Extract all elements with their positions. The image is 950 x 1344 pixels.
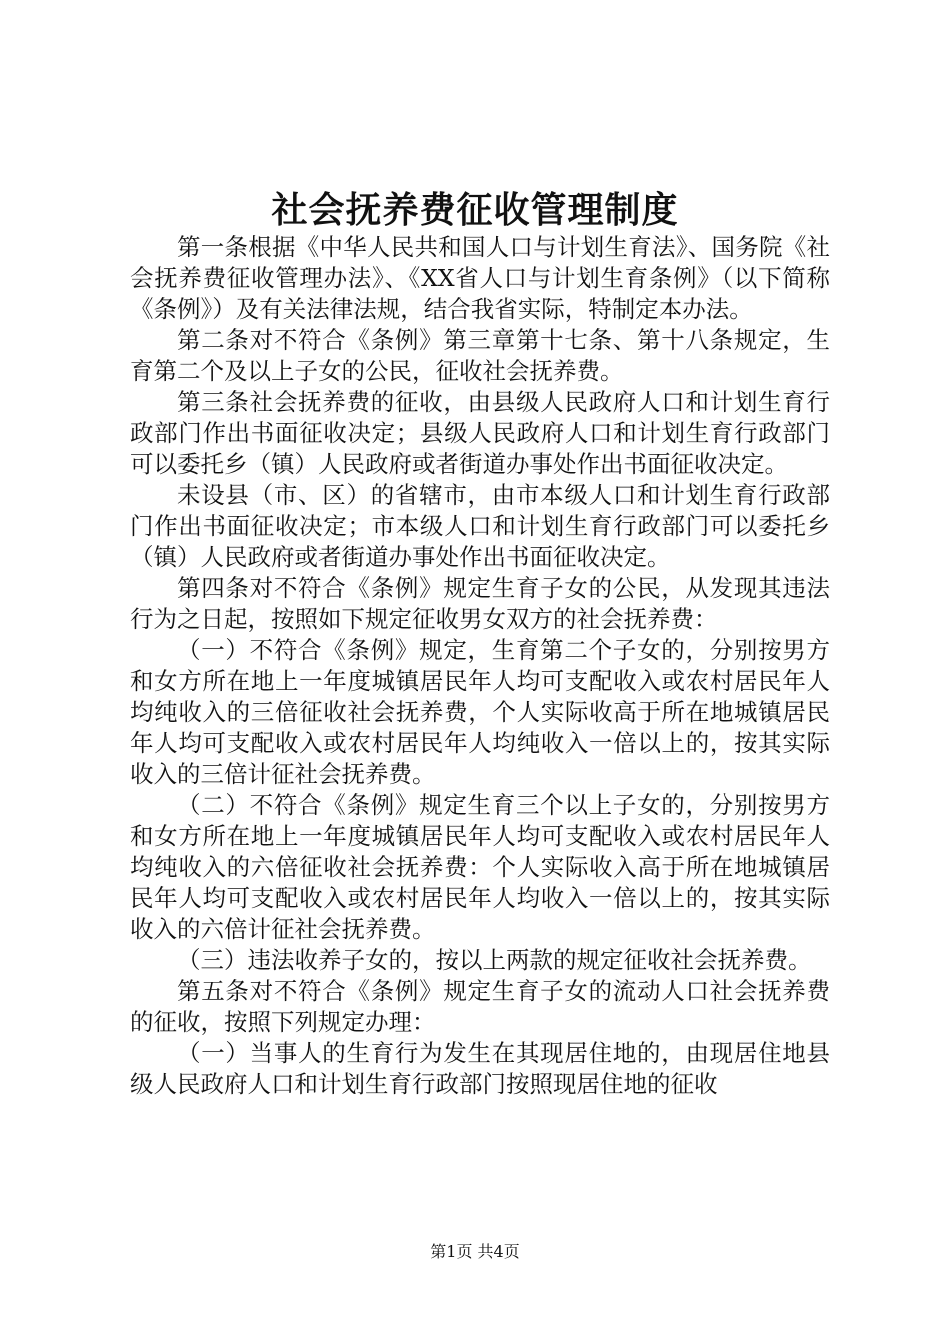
paragraph-article-5: 第五条对不符合《条例》规定生育子女的流动人口社会抚养费的征收，按照下列规定办理：: [130, 977, 830, 1036]
paragraph-article-3-note: 未设县（市、区）的省辖市，由市本级人口和计划生育行政部门作出书面征收决定；市本级人口和计划生育行政部门可以委托乡（镇）人民政府或者街道办事处作出书面征收决定。: [130, 481, 830, 571]
paragraph-article-4-item-1: （一）不符合《条例》规定，生育第二个子女的，分别按男方和女方所在地上一年度城镇居民年人均可支配收入或农村居民年人均纯收入的三倍征收社会抚养费，个人实际收高于所在地城镇居民年人均可支配收入或农村居民年人均纯收入一倍以上的，按其实际收入的三倍计征社会抚养费。: [130, 636, 830, 788]
document-body: [130, 232, 830, 1100]
page-number-footer: 第1页 共4页: [430, 1242, 520, 1261]
paragraph-article-2: 第二条对不符合《条例》第三章第十七条、第十八条规定，生育第二个及以上子女的公民，征收社会抚养费。: [130, 326, 830, 385]
paragraph-article-4: 第四条对不符合《条例》规定生育子女的公民，从发现其违法行为之日起，按照如下规定征收男女双方的社会抚养费：: [130, 574, 830, 633]
paragraph-article-5-item-1: （一）当事人的生育行为发生在其现居住地的，由现居住地县级人民政府人口和计划生育行政部门按照现居住地的征收: [130, 1039, 830, 1098]
paragraph-article-4-item-3: （三）违法收养子女的，按以上两款的规定征收社会抚养费。: [177, 946, 812, 974]
paragraph-article-3: 第三条社会抚养费的征收，由县级人民政府人口和计划生育行政部门作出书面征收决定；县级人民政府人口和计划生育行政部门可以委托乡（镇）人民政府或者街道办事处作出书面征收决定。: [130, 388, 830, 478]
paragraph-article-1: 第一条根据《中华人民共和国人口与计划生育法》、国务院《社会抚养费征收管理办法》、《XX省人口与计划生育条例》（以下简称《条例》）及有关法律法规，结合我省实际，特制定本办法。: [130, 233, 830, 323]
document-title: 社会抚养费征收管理制度: [271, 189, 679, 231]
paragraph-article-4-item-2: （二）不符合《条例》规定生育三个以上子女的，分别按男方和女方所在地上一年度城镇居民年人均可支配收入或农村居民年人均纯收入的六倍征收社会抚养费：个人实际收入高于所在地城镇居民年人均可支配收入或农村居民年人均收入一倍以上的，按其实际收入的六倍计征社会抚养费。: [130, 791, 830, 943]
